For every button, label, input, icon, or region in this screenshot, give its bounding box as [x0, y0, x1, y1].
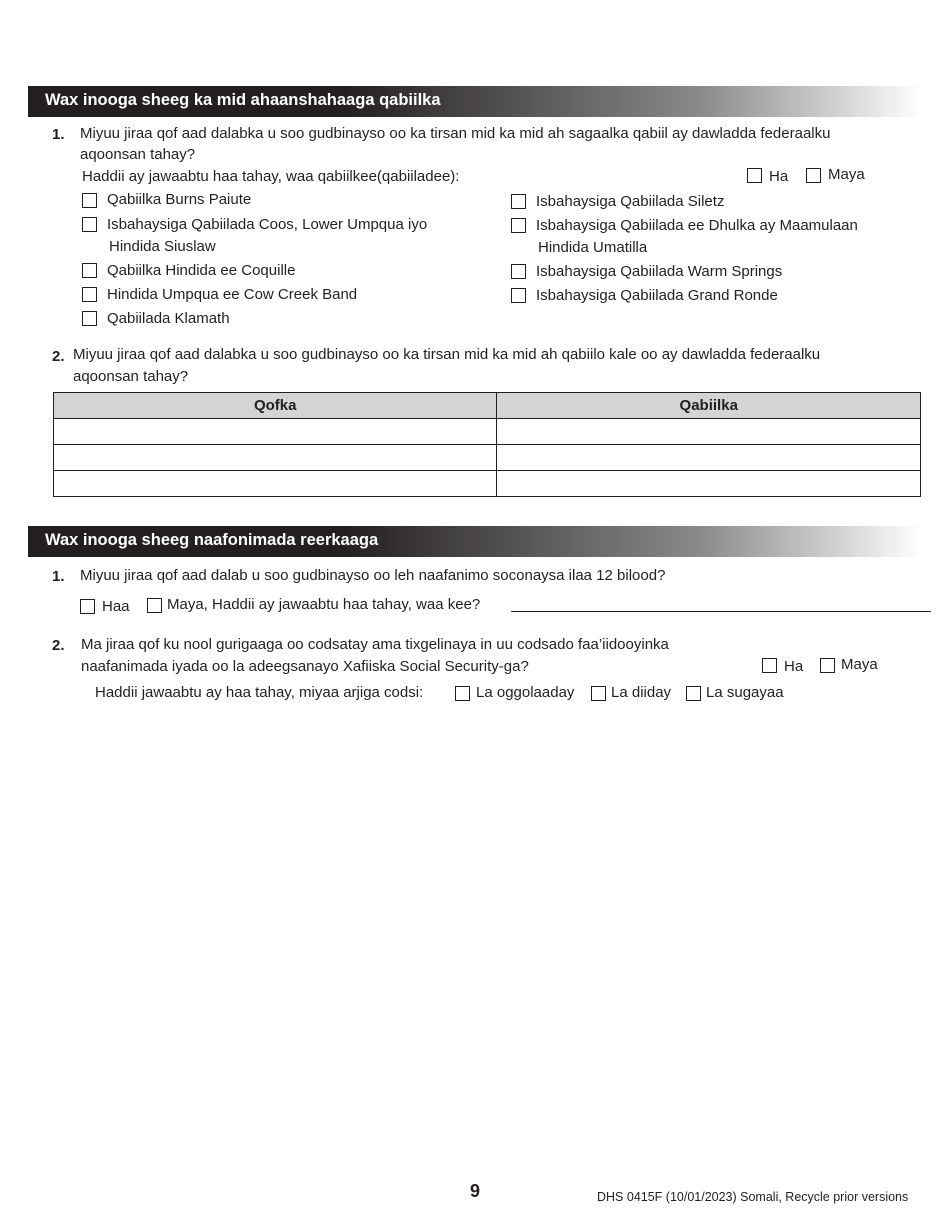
status-checkbox-approved[interactable]	[455, 686, 470, 701]
question-text: Miyuu jiraa qof aad dalab u soo gudbinayso oo leh naafanimo soconaysa ilaa 12 bilood?	[80, 567, 666, 584]
tribe-cell[interactable]	[497, 471, 921, 497]
tribe-checkbox[interactable]	[82, 287, 97, 302]
yes-checkbox[interactable]	[747, 168, 762, 183]
tribe-checkbox[interactable]	[82, 311, 97, 326]
question-text: aqoonsan tahay?	[80, 146, 196, 163]
followup-text: Haddii ay jawaabtu haa tahay, waa qabiilkee(qabiiladee):	[82, 168, 460, 185]
no-label: Maya	[841, 656, 878, 673]
question-number: 2.	[52, 348, 65, 365]
no-checkbox[interactable]	[820, 658, 835, 673]
tribe-cell[interactable]	[497, 445, 921, 471]
no-checkbox[interactable]	[806, 168, 821, 183]
tribe-label: Qabiilka Burns Paiute	[107, 191, 252, 208]
tribe-checkbox[interactable]	[511, 288, 526, 303]
yes-label: Ha	[769, 168, 789, 185]
tribe-label: Isbahaysiga Qabiilada Grand Ronde	[536, 287, 778, 304]
column-header-tribe: Qabiilka	[497, 393, 921, 419]
status-checkbox-denied[interactable]	[591, 686, 606, 701]
question-text: Ma jiraa qof ku nool gurigaaga oo codsatay ama tixgelinaya in uu codsado faa’iidooyinka	[81, 636, 669, 653]
no-checkbox[interactable]	[147, 598, 162, 613]
tribe-checkbox[interactable]	[82, 193, 97, 208]
tribe-cell[interactable]	[497, 419, 921, 445]
yes-label: Ha	[784, 658, 804, 675]
question-text: aqoonsan tahay?	[73, 368, 189, 385]
tribe-label: Isbahaysiga Qabiilada Warm Springs	[536, 263, 783, 280]
other-tribes-table	[53, 392, 921, 497]
section-header-tribal	[28, 86, 922, 117]
question-text: Miyuu jiraa qof aad dalabka u soo gudbinayso oo ka tirsan mid ka mid ah qabiilo kale oo ay dawladda federaalku	[73, 346, 821, 363]
status-label: La oggolaaday	[476, 684, 575, 701]
column-header-person: Qofka	[54, 393, 497, 419]
tribe-label: Hindida Siuslaw	[109, 238, 216, 255]
tribe-label: Isbahaysiga Qabiilada Siletz	[536, 193, 725, 210]
tribe-checkbox[interactable]	[82, 217, 97, 232]
tribe-label: Qabiilada Klamath	[107, 310, 230, 327]
tribe-checkbox[interactable]	[511, 264, 526, 279]
tribe-label: Qabiilka Hindida ee Coquille	[107, 262, 296, 279]
section-title: Wax inooga sheeg ka mid ahaanshahaaga qabiilka	[45, 91, 441, 109]
section-header-disability	[28, 526, 922, 557]
tribe-checkbox[interactable]	[511, 218, 526, 233]
table-row	[54, 419, 921, 445]
question-number: 1.	[52, 126, 65, 143]
tribe-label: Hindida Umatilla	[538, 239, 648, 256]
tribe-label: Isbahaysiga Qabiilada ee Dhulka ay Maamulaan	[536, 217, 858, 234]
question-text: Miyuu jiraa qof aad dalabka u soo gudbinayso oo ka tirsan mid ka mid ah sagaalka qabiil ay dawladda federaalku	[80, 125, 831, 142]
status-label: La diiday	[611, 684, 672, 701]
table-row	[54, 471, 921, 497]
tribe-label: Isbahaysiga Qabiilada Coos, Lower Umpqua iyo	[107, 216, 428, 233]
person-cell[interactable]	[54, 445, 497, 471]
yes-label: Haa	[102, 598, 130, 615]
no-label: Maya	[828, 166, 865, 183]
status-checkbox-pending[interactable]	[686, 686, 701, 701]
status-label: La sugayaa	[706, 684, 784, 701]
page-number: 9	[470, 1181, 481, 1201]
person-cell[interactable]	[54, 471, 497, 497]
tribe-checkbox[interactable]	[82, 263, 97, 278]
answer-line[interactable]	[511, 611, 931, 612]
no-label: Maya, Haddii ay jawaabtu haa tahay, waa kee?	[167, 596, 481, 613]
question-number: 2.	[52, 637, 65, 654]
yes-checkbox[interactable]	[762, 658, 777, 673]
form-id: DHS 0415F (10/01/2023) Somali, Recycle prior versions	[597, 1190, 909, 1204]
status-prompt: Haddii jawaabtu ay haa tahay, miyaa arjiga codsi:	[95, 684, 424, 701]
question-number: 1.	[52, 568, 65, 585]
person-cell[interactable]	[54, 419, 497, 445]
question-text: naafanimada iyada oo la adeegsanayo Xafiiska Social Security-ga?	[81, 658, 529, 675]
tribe-label: Hindida Umpqua ee Cow Creek Band	[107, 286, 358, 303]
tribe-checkbox[interactable]	[511, 194, 526, 209]
table-row	[54, 445, 921, 471]
section-title: Wax inooga sheeg naafonimada reerkaaga	[45, 531, 379, 549]
yes-checkbox[interactable]	[80, 599, 95, 614]
